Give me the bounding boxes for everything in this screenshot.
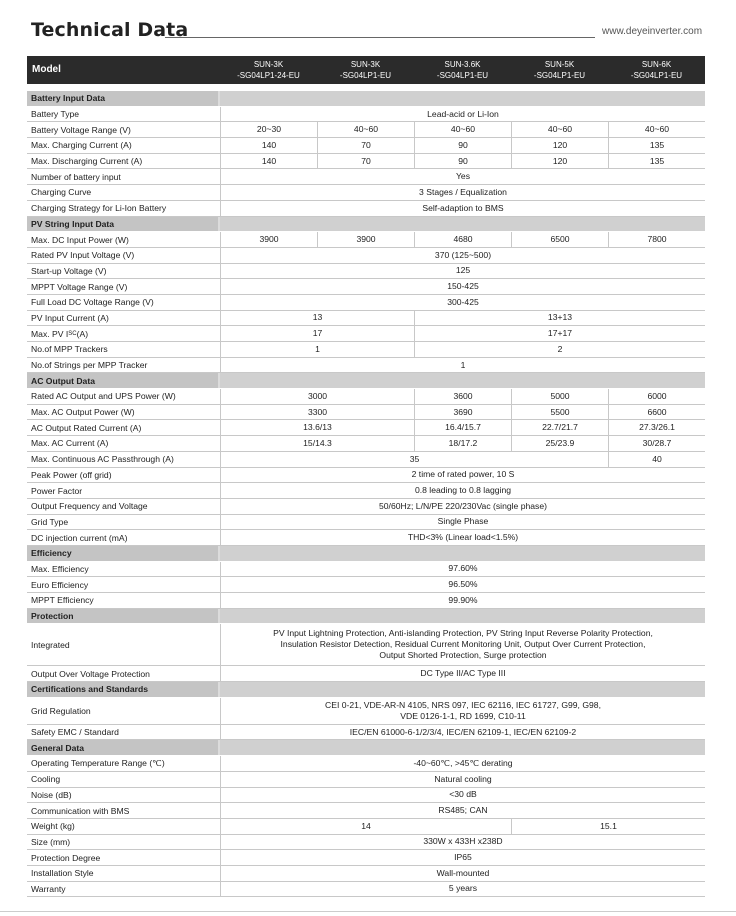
spec-value: 90 — [414, 154, 511, 169]
spec-row — [27, 389, 705, 405]
spec-label: Power Factor — [31, 485, 83, 496]
spec-row — [27, 405, 705, 421]
spec-row — [27, 562, 705, 578]
header-model-label: Model — [32, 64, 61, 75]
spec-label: Integrated — [31, 639, 70, 650]
spec-label: Battery Voltage Range (V) — [31, 124, 131, 135]
spec-value: 5000 — [511, 389, 608, 404]
spec-value: 2 time of rated power, 10 S — [220, 468, 705, 483]
spec-label: MPPT Efficiency — [31, 595, 94, 606]
spec-row — [27, 772, 705, 788]
spec-row — [27, 577, 705, 593]
spec-row — [27, 499, 705, 515]
spec-value: 16.4/15.7 — [414, 420, 511, 435]
spec-row — [27, 311, 705, 327]
spec-label: No.of Strings per MPP Tracker — [31, 360, 148, 371]
spec-value: Self-adaption to BMS — [220, 201, 705, 216]
spec-value: 330W x 433H x238D — [220, 835, 705, 850]
spec-label: Weight (kg) — [31, 821, 75, 832]
spec-value: 5 years — [220, 882, 705, 897]
spec-row — [27, 850, 705, 866]
spec-value: 40~60 — [608, 122, 705, 137]
section-bar — [220, 217, 705, 232]
spec-row — [27, 530, 705, 546]
table-header — [27, 56, 705, 84]
section-bar — [220, 609, 705, 624]
spec-row — [27, 420, 705, 436]
spec-row — [27, 248, 705, 264]
header-model-column — [414, 59, 511, 81]
spec-label: Charging Curve — [31, 187, 92, 198]
spec-value: DC Type II/AC Type III — [220, 666, 705, 681]
spec-value: RS485; CAN — [220, 803, 705, 818]
spec-label: Output Frequency and Voltage — [31, 501, 148, 512]
spec-value: 1 — [220, 342, 414, 357]
spec-label: DC injection current (mA) — [31, 532, 128, 543]
spec-value: 13 — [220, 311, 414, 326]
spec-value: 125 — [220, 264, 705, 279]
spec-row — [27, 295, 705, 311]
section-bar — [220, 740, 705, 755]
spec-label: Max. DC Input Power (W) — [31, 234, 129, 245]
spec-label: Max. Charging Current (A) — [31, 140, 132, 151]
spec-row — [27, 835, 705, 851]
spec-value: Wall-mounted — [220, 866, 705, 881]
spec-label: Max. PV I SC (A) — [31, 328, 89, 339]
spec-row — [27, 515, 705, 531]
spec-label: Noise (dB) — [31, 789, 72, 800]
spec-label: PV Input Current (A) — [31, 312, 109, 323]
spec-row — [27, 725, 705, 741]
header-model-column — [220, 59, 317, 81]
spec-label: Operating Temperature Range (℃) — [31, 757, 165, 768]
spec-value: 370 (125~500) — [220, 248, 705, 263]
spec-label: Number of battery input — [31, 171, 121, 182]
spec-row — [27, 468, 705, 484]
section-bar — [220, 682, 705, 697]
spec-value-line: Insulation Resistor Detection, Residual Current Monitoring Unit, Output Over Current Protection, — [280, 639, 646, 650]
header-model-name: -SG04LP1-EU — [533, 71, 586, 80]
section-header-row — [27, 373, 705, 389]
section-bar — [220, 546, 705, 561]
section-title: Battery Input Data — [31, 93, 106, 104]
spec-label: Communication with BMS — [31, 805, 130, 816]
spec-value: 5500 — [511, 405, 608, 420]
section-title: Certifications and Standards — [31, 684, 148, 695]
spec-value: Natural cooling — [220, 772, 705, 787]
header-model-column — [608, 59, 705, 81]
spec-value: IP65 — [220, 850, 705, 865]
spec-row — [27, 138, 705, 154]
spec-label: Charging Strategy for Li-Ion Battery — [31, 203, 167, 214]
section-title: Efficiency — [31, 548, 72, 559]
header-model-name: -SG04LP1-EU — [436, 71, 489, 80]
spec-row — [27, 342, 705, 358]
spec-row — [27, 107, 705, 123]
spec-value: 90 — [414, 138, 511, 153]
spec-value: 50/60Hz; L/N/PE 220/230Vac (single phase) — [220, 499, 705, 514]
spec-value: Lead-acid or Li-Ion — [220, 107, 705, 122]
spec-label: Cooling — [31, 774, 61, 785]
spec-value: Single Phase — [220, 515, 705, 530]
spec-row — [27, 666, 705, 682]
spec-row — [27, 154, 705, 170]
spec-value: THD<3% (Linear load<1.5%) — [220, 530, 705, 545]
spec-row — [27, 483, 705, 499]
section-title: PV String Input Data — [31, 218, 115, 229]
spec-value: IEC/EN 61000-6-1/2/3/4, IEC/EN 62109-1, IEC/EN 62109-2 — [220, 725, 705, 740]
spec-value: 150-425 — [220, 279, 705, 294]
spec-value: 40~60 — [317, 122, 414, 137]
spec-value: 7800 — [608, 232, 705, 247]
spec-value-line: CEI 0-21, VDE-AR-N 4105, NRS 097, IEC 62116, IEC 61727, G99, G98, — [325, 699, 601, 710]
spec-value: 17 — [220, 326, 414, 341]
spec-label: Max. Discharging Current (A) — [31, 156, 143, 167]
spec-value: 120 — [511, 154, 608, 169]
spec-row — [27, 819, 705, 835]
spec-label: MPPT Voltage Range (V) — [31, 281, 128, 292]
spec-value: 6000 — [608, 389, 705, 404]
section-title: General Data — [31, 742, 85, 753]
spec-label: Rated PV Input Voltage (V) — [31, 250, 135, 261]
spec-value: 140 — [220, 138, 317, 153]
spec-value: 3600 — [414, 389, 511, 404]
spec-label: Grid Type — [31, 516, 69, 527]
spec-label: Max. AC Current (A) — [31, 438, 109, 449]
spec-row — [27, 169, 705, 185]
spec-row — [27, 593, 705, 609]
spec-value: 40~60 — [414, 122, 511, 137]
spec-value: 22.7/21.7 — [511, 420, 608, 435]
spec-label: Grid Regulation — [31, 705, 91, 716]
spec-value: 40~60 — [511, 122, 608, 137]
header-model-name: SUN-3.6K — [444, 60, 481, 69]
spec-label: Warranty — [31, 883, 66, 894]
spec-value: 35 — [220, 452, 608, 467]
spec-row — [27, 279, 705, 295]
spec-value: 120 — [511, 138, 608, 153]
spec-row — [27, 803, 705, 819]
spec-row — [27, 326, 705, 342]
spec-row — [27, 698, 705, 725]
spec-value — [220, 698, 705, 724]
spec-label: Max. Efficiency — [31, 563, 89, 574]
spec-value: 18/17.2 — [414, 436, 511, 451]
spec-label: Max. Continuous AC Passthrough (A) — [31, 454, 174, 465]
spec-value: 20~30 — [220, 122, 317, 137]
spec-value: 96.50% — [220, 577, 705, 592]
spec-label: Installation Style — [31, 868, 94, 879]
spec-value-line: Output Shorted Protection, Surge protection — [379, 650, 547, 661]
header-model-name: SUN-3K — [350, 60, 381, 69]
spec-value: 70 — [317, 154, 414, 169]
spec-table — [27, 91, 705, 897]
spec-value: 6600 — [608, 405, 705, 420]
spec-label: No.of MPP Trackers — [31, 344, 108, 355]
spec-value: 30/28.7 — [608, 436, 705, 451]
spec-row — [27, 201, 705, 217]
spec-value: 6500 — [511, 232, 608, 247]
spec-value: 27.3/26.1 — [608, 420, 705, 435]
spec-value: 25/23.9 — [511, 436, 608, 451]
spec-value: 4680 — [414, 232, 511, 247]
section-header-row — [27, 546, 705, 562]
spec-value: 15/14.3 — [220, 436, 414, 451]
spec-label: Rated AC Output and UPS Power (W) — [31, 391, 176, 402]
spec-value: 99.90% — [220, 593, 705, 608]
spec-value: 140 — [220, 154, 317, 169]
footer-rule — [0, 911, 736, 912]
spec-value: 3300 — [220, 405, 414, 420]
header-model-name: -SG04LP1-EU — [630, 71, 683, 80]
header-model-name: -SG04LP1-24-EU — [237, 71, 300, 80]
section-header-row — [27, 682, 705, 698]
spec-value: 14 — [220, 819, 511, 834]
spec-row — [27, 756, 705, 772]
header-model-name: -SG04LP1-EU — [339, 71, 392, 80]
spec-label: Max. AC Output Power (W) — [31, 407, 135, 418]
spec-label: Safety EMC / Standard — [31, 727, 119, 738]
spec-row — [27, 436, 705, 452]
spec-value — [220, 624, 705, 665]
spec-row — [27, 452, 705, 468]
section-header-row — [27, 91, 705, 107]
section-bar — [220, 91, 705, 106]
spec-value: 40 — [608, 452, 705, 467]
spec-row — [27, 185, 705, 201]
section-header-row — [27, 609, 705, 625]
spec-value: 1 — [220, 358, 705, 373]
spec-value: <30 dB — [220, 788, 705, 803]
spec-value: 3000 — [220, 389, 414, 404]
spec-row — [27, 264, 705, 280]
header-model-name: SUN-6K — [641, 60, 672, 69]
section-bar — [220, 373, 705, 388]
section-title: AC Output Data — [31, 375, 95, 386]
spec-row — [27, 122, 705, 138]
spec-label: Protection Degree — [31, 852, 101, 863]
spec-label: Size (mm) — [31, 836, 71, 847]
spec-value-line: PV Input Lightning Protection, Anti-islanding Protection, PV String Input Reverse Polarity Protection, — [273, 628, 653, 639]
section-header-row — [27, 217, 705, 233]
spec-value: 3690 — [414, 405, 511, 420]
header-model-column — [317, 59, 414, 81]
spec-label: Start-up Voltage (V) — [31, 265, 107, 276]
spec-row — [27, 232, 705, 248]
website-url[interactable]: www.deyeinverter.com — [602, 26, 703, 37]
spec-value: 0.8 leading to 0.8 lagging — [220, 483, 705, 498]
page-title: Technical Data — [31, 19, 189, 41]
spec-label: Battery Type — [31, 109, 80, 120]
spec-row — [27, 358, 705, 374]
spec-value: Yes — [220, 169, 705, 184]
spec-value: 97.60% — [220, 562, 705, 577]
spec-label: Peak Power (off grid) — [31, 469, 112, 480]
header-model-name: SUN-5K — [544, 60, 575, 69]
spec-value: 135 — [608, 138, 705, 153]
spec-label: Full Load DC Voltage Range (V) — [31, 297, 154, 308]
spec-row — [27, 624, 705, 666]
spec-value: 135 — [608, 154, 705, 169]
spec-label: Output Over Voltage Protection — [31, 668, 150, 679]
title-rule — [165, 37, 595, 38]
spec-value-line: VDE 0126-1-1, RD 1699, C10-11 — [400, 710, 526, 721]
spec-label: AC Output Rated Current (A) — [31, 422, 142, 433]
spec-row — [27, 866, 705, 882]
header-model-name: SUN-3K — [253, 60, 284, 69]
spec-label-subscript: SC — [68, 330, 77, 337]
spec-value: 300-425 — [220, 295, 705, 310]
spec-label: Euro Efficiency — [31, 579, 89, 590]
section-title: Protection — [31, 611, 74, 622]
spec-value: 13.6/13 — [220, 420, 414, 435]
spec-value: 2 — [414, 342, 705, 357]
spec-row — [27, 788, 705, 804]
spec-value: 70 — [317, 138, 414, 153]
spec-value: 3900 — [317, 232, 414, 247]
spec-value: 13+13 — [414, 311, 705, 326]
section-header-row — [27, 740, 705, 756]
spec-value: 3900 — [220, 232, 317, 247]
spec-value: 17+17 — [414, 326, 705, 341]
spec-value: 15.1 — [511, 819, 705, 834]
spec-value: 3 Stages / Equalization — [220, 185, 705, 200]
spec-row — [27, 882, 705, 898]
spec-value: -40~60℃, >45℃ derating — [220, 756, 705, 771]
header-model-column — [511, 59, 608, 81]
